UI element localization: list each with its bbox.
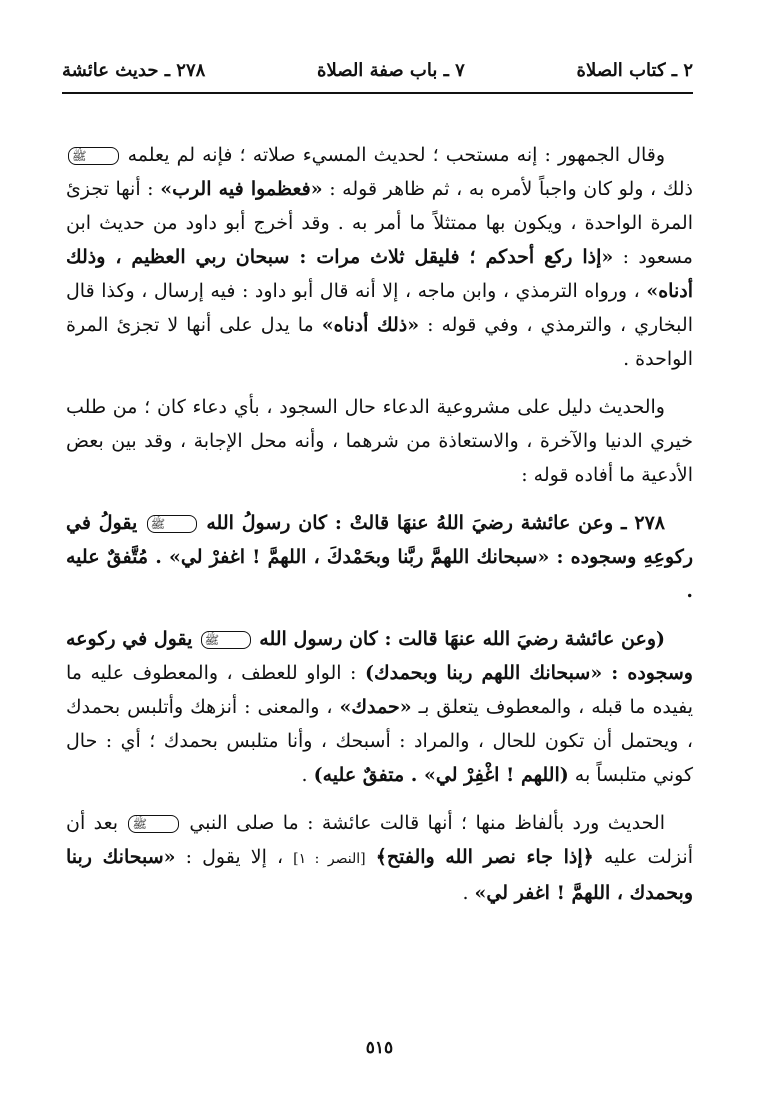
text-segment: ما يدل على أنها لا تجزئ المرة الواحدة . — [66, 314, 693, 370]
quote-segment: «حمدك» — [339, 696, 412, 718]
quote-segment: «إذا ركع أحدكم ؛ فليقل ثلاث مرات : سبحان ربي العظيم ، وذلك أدناه» — [66, 246, 693, 302]
text-segment: . — [301, 764, 308, 786]
quote-segment: «فعظموا فيه الرب» — [160, 178, 323, 200]
paragraph-jumhur — [66, 138, 693, 376]
hadith-text: ٢٧٨ ـ وعن عائشة رضيَ اللهُ عنهَا قالتْ : كان رسولُ الله — [206, 512, 666, 534]
paragraph-alfaz — [66, 806, 693, 910]
text-segment: . — [462, 882, 469, 904]
text-segment: ، إلا يقول : — [185, 846, 284, 868]
text-segment: : الواو للعطف ، والمعطوف عليه ما يفيده ما قبله ، والمعطوف يتعلق بـ — [66, 662, 693, 718]
quran-verse: ﴿إذا جاء نصر الله والفتح﴾ — [375, 846, 594, 868]
verse-reference: [النصر : ١] — [293, 851, 366, 867]
text-segment: وقال الجمهور : إنه مستحب ؛ لحديث المسيء صلاته ؛ فإنه لم يعلمه — [127, 144, 665, 166]
text-segment: ، ورواه الترمذي ، وابن ماجه ، إلا أنه قال أبو داود : فيه إرسال ، وكذا قال البخاري ، والترمذي ، وفي قوله : — [66, 280, 693, 336]
text-segment: بعد أن أنزلت عليه — [66, 812, 693, 868]
text-segment: الحديث ورد بألفاظ منها ؛ أنها قالت عائشة : ما صلى النبي — [189, 812, 665, 834]
salawat-icon: ﷺ — [201, 631, 252, 649]
quote-segment: يقول في ركوعه وسجوده : «سبحانك اللهم ربنا وبحمدك) — [66, 628, 693, 684]
quote-segment: (وعن عائشة رضيَ الله عنهَا قالت : كان رسول الله — [259, 628, 665, 650]
header-hadith-title: ٢٧٨ ـ حديث عائشة — [62, 59, 206, 81]
header-divider — [62, 92, 693, 94]
text-segment: والحديث دليل على مشروعية الدعاء حال السجود ، بأي دعاء كان ؛ من طلب خيري الدنيا والآخرة ، والاستعاذة من شرهما ، وأنه محل الإجابة ، وقد بين بعض الأدعية ما أفاده قوله : — [66, 396, 693, 486]
paragraph-dua-sujud — [66, 390, 693, 492]
text-segment: : أنها تجزئ المرة الواحدة ، ويكون بها ممتثلاً ما أمر به . وقد أخرج أبو داود من حديث ابن مسعود : — [66, 178, 693, 268]
text-segment: ، والمعنى : أنزهك وأتلبس بحمدك ، ويحتمل أن تكون للحال ، والمراد : أسبحك ، وأنا متلبس بحمدك ؛ أي : حال كوني متلبساً به — [66, 696, 693, 786]
quote-segment: «ذلك أدناه» — [321, 314, 420, 336]
paragraph-sharh — [66, 622, 693, 792]
page-number: ٥١٥ — [365, 1038, 394, 1058]
hadith-text: يقولُ في ركوعِهِ وسجوده : «سبحانك اللهمَّ ربَّنا وبحَمْدكَ ، اللهمَّ ! اغفرْ لي» . مُتَّفقٌ عليه . — [66, 512, 693, 602]
salawat-icon: ﷺ — [68, 147, 119, 165]
header-chapter-title: ٧ ـ باب صفة الصلاة — [317, 59, 465, 81]
salawat-icon: ﷺ — [147, 515, 198, 533]
text-segment: ذلك ، ولو كان واجباً لأمره به ، ثم ظاهر قوله : — [329, 178, 693, 200]
quote-segment: «سبحانك ربنا وبحمدك ، اللهمَّ ! اغفر لي» — [66, 846, 693, 904]
quote-segment: (اللهم ! اغْفِرْ لي» . متفقٌ عليه) — [313, 764, 569, 786]
page-body — [66, 132, 693, 924]
salawat-icon: ﷺ — [128, 815, 179, 833]
paragraph-hadith-278 — [66, 506, 693, 608]
running-header — [62, 52, 693, 88]
header-book-title: ٢ ـ كتاب الصلاة — [576, 59, 693, 81]
